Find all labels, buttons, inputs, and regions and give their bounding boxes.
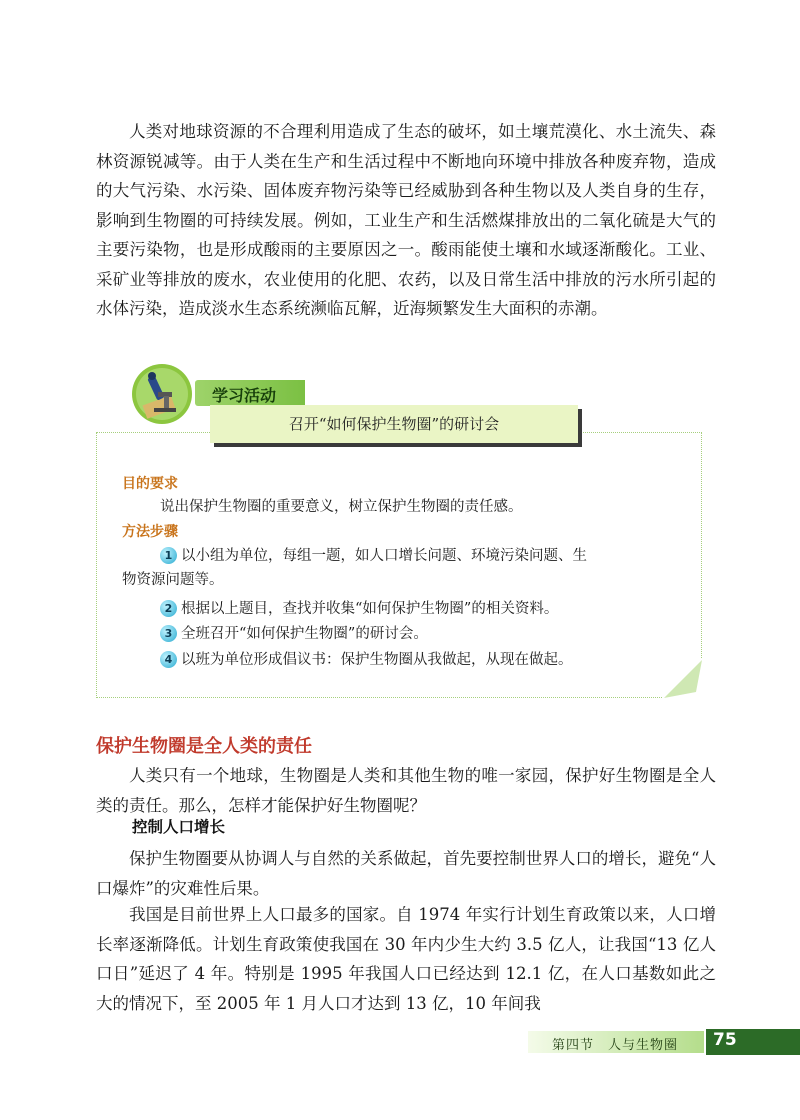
- step-text: 以班为单位形成倡议书：保护生物圈从我做起，从现在做起。: [181, 652, 573, 668]
- folded-corner: [662, 658, 702, 698]
- step-item: [160, 597, 558, 621]
- paragraph-resource-damage: 人类对地球资源的不合理利用造成了生态的破坏，如土壤荒漠化、水土流失、森林资源锐减等。由于人类在生产和生活过程中不断地向环境中排放各种废弃物，造成的大气污染、水污染、固体废弃物污染等已经威胁到各种生物以及人类自身的生存，影响到生物圈的可持续发展。例如，工业生产和生活燃煤排放出的二氧化硫是大气的主要污染物，也是形成酸雨的主要原因之一。酸雨能使土壤和水域逐渐酸化。工业、采矿业等排放的废水，农业使用的化肥、农药，以及日常生活中排放的污水所引起的水体污染，造成淡水生态系统濒临瓦解，近海频繁发生大面积的赤潮。: [96, 122, 716, 318]
- step-text: 全班召开“如何保护生物圈”的研讨会。: [181, 626, 428, 642]
- step-number-badge: 2: [160, 600, 177, 617]
- step-text: 以小组为单位，每组一题，如人口增长问题、环境污染问题、生: [181, 548, 587, 564]
- goal-text: 说出保护生物圈的重要意义，树立保护生物圈的责任感。: [160, 499, 523, 515]
- activity-label: 学习活动: [212, 386, 277, 405]
- section-heading: 保护生物圈是全人类的责任: [96, 736, 312, 757]
- step-number-badge: 1: [160, 547, 177, 564]
- step-item: [160, 544, 587, 568]
- footer-section-label: 第四节 人与生物圈: [552, 1038, 679, 1053]
- step-number-badge: 3: [160, 625, 177, 642]
- goal-heading: 目的要求: [122, 476, 178, 492]
- step-text: 根据以上题目，查找并收集“如何保护生物圈”的相关资料。: [181, 601, 559, 617]
- page-number: 75: [713, 1030, 737, 1050]
- step-item: [160, 622, 428, 646]
- paragraph-china-population: 我国是目前世界上人口最多的国家。自 1974 年实行计划生育政策以来，人口增长率逐渐降低。计划生育政策使我国在 30 年内少生大约 3.5 亿人，让我国“13 亿人口日”延迟了 4 年。特别是 1995 年我国人口已经达到 12.1 亿，在人口基数如此之大的情况下，至 2005 年 1 月人口才达到 13 亿，10 年间我: [96, 905, 716, 1013]
- sub-heading: 控制人口增长: [132, 818, 226, 836]
- step-item: [160, 648, 573, 672]
- step-text-continued: 物资源问题等。: [122, 572, 224, 588]
- step-number-badge: 4: [160, 651, 177, 668]
- activity-subtitle: 召开“如何保护生物圈”的研讨会: [288, 415, 500, 433]
- paragraph-population-control: 保护生物圈要从协调人与自然的关系做起，首先要控制世界人口的增长，避免“人口爆炸”的灾难性后果。: [96, 849, 716, 898]
- microscope-icon: [130, 362, 194, 426]
- steps-heading: 方法步骤: [122, 524, 178, 540]
- paragraph-intro: 人类只有一个地球，生物圈是人类和其他生物的唯一家园，保护好生物圈是全人类的责任。那么，怎样才能保护好生物圈呢？: [96, 766, 716, 815]
